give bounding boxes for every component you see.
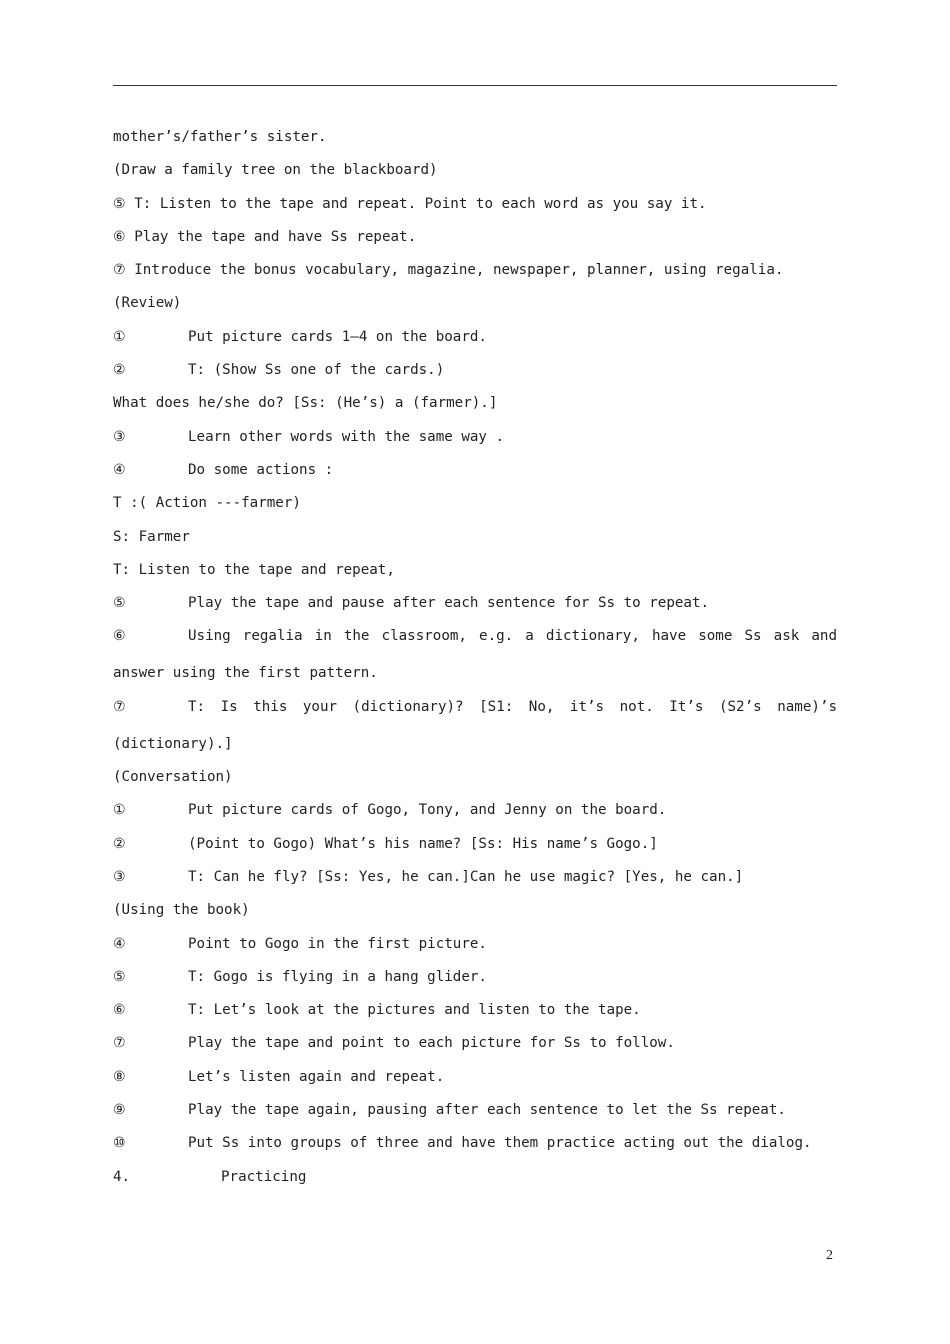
document-body xyxy=(113,125,837,1198)
item-number: ⑥ xyxy=(113,628,126,645)
item-text: Learn other words with the same way . xyxy=(188,428,505,445)
text-line: (Draw a family tree on the blackboard) xyxy=(113,162,438,179)
item-number: ① xyxy=(113,328,126,345)
item-text: Put Ss into groups of three and have them practice acting out the dialog. xyxy=(188,1135,812,1152)
item-number: ③ xyxy=(113,428,126,445)
item-text: Using regalia in the classroom, e.g. a dictionary, have some Ss ask and xyxy=(188,628,837,645)
item-number: ⑦ xyxy=(113,1035,126,1052)
list-item xyxy=(113,624,837,661)
section-heading: (Using the book) xyxy=(113,902,250,919)
list-item xyxy=(113,425,837,458)
item-text: Let’s listen again and repeat. xyxy=(188,1068,445,1085)
item-number: ③ xyxy=(113,868,126,885)
list-item xyxy=(113,1131,837,1164)
item-number: ④ xyxy=(113,935,126,952)
list-item xyxy=(113,325,837,358)
item-number: ② xyxy=(113,835,126,852)
section-title xyxy=(113,1165,837,1198)
item-number: ① xyxy=(113,802,126,819)
item-number: ⑤ xyxy=(113,595,126,612)
list-item xyxy=(113,1098,837,1131)
item-number: ⑩ xyxy=(113,1135,126,1152)
item-text: T: Can he fly? [Ss: Yes, he can.]Can he use magic? [Yes, he can.] xyxy=(188,868,744,885)
item-text: T: Let’s look at the pictures and listen to the tape. xyxy=(188,1002,641,1019)
page-number: 2 xyxy=(826,1248,833,1263)
list-item xyxy=(113,458,837,491)
list-item xyxy=(113,965,837,998)
item-number: ⑦ xyxy=(113,698,126,715)
item-text: Put picture cards of Gogo, Tony, and Jenny on the board. xyxy=(188,802,667,819)
text-line: T: Listen to the tape and repeat, xyxy=(113,561,395,578)
item-text: T: Is this your (dictionary)? [S1: No, it’s not. It’s (S2’s name)’s xyxy=(188,698,837,715)
section-heading: (Review) xyxy=(113,295,182,312)
item-number: ⑨ xyxy=(113,1102,126,1119)
text-line: (dictionary).] xyxy=(113,735,233,752)
item-text: Put picture cards 1—4 on the board. xyxy=(188,328,487,345)
list-item xyxy=(113,695,837,732)
item-text: T: Gogo is flying in a hang glider. xyxy=(188,968,487,985)
item-text: Play the tape and point to each picture for Ss to follow. xyxy=(188,1035,675,1052)
list-item xyxy=(113,1031,837,1064)
item-number: ⑥ xyxy=(113,1002,126,1019)
item-number: ⑤ xyxy=(113,968,126,985)
item-number: ⑧ xyxy=(113,1068,126,1085)
header-rule xyxy=(113,85,837,86)
section-heading: (Conversation) xyxy=(113,769,233,786)
item-number: ② xyxy=(113,362,126,379)
item-text: (Point to Gogo) What’s his name? [Ss: His name’s Gogo.] xyxy=(188,835,658,852)
list-item xyxy=(113,832,837,865)
item-text: Do some actions : xyxy=(188,461,334,478)
list-item xyxy=(113,591,837,624)
item-number: ④ xyxy=(113,461,126,478)
item-text: Point to Gogo in the first picture. xyxy=(188,935,487,952)
text-line: ⑦ Introduce the bonus vocabulary, magazine, newspaper, planner, using regalia. xyxy=(113,262,784,279)
section-label: Practicing xyxy=(221,1168,307,1185)
item-text: T: (Show Ss one of the cards.) xyxy=(188,362,445,379)
list-item xyxy=(113,358,837,391)
text-line: answer using the first pattern. xyxy=(113,665,378,682)
item-text: Play the tape and pause after each sentence for Ss to repeat. xyxy=(188,595,710,612)
text-line: S: Farmer xyxy=(113,528,190,545)
section-number: 4. xyxy=(113,1168,131,1185)
list-item xyxy=(113,998,837,1031)
list-item xyxy=(113,865,837,898)
list-item xyxy=(113,1065,837,1098)
item-text: Play the tape again, pausing after each sentence to let the Ss repeat. xyxy=(188,1102,786,1119)
list-item xyxy=(113,798,837,831)
text-line: ⑥ Play the tape and have Ss repeat. xyxy=(113,228,417,245)
text-line: ⑤ T: Listen to the tape and repeat. Point to each word as you say it. xyxy=(113,195,707,212)
text-line: T :( Action ---farmer) xyxy=(113,495,301,512)
text-line: mother’s/father’s sister. xyxy=(113,129,327,145)
list-item xyxy=(113,932,837,965)
text-line: What does he/she do? [Ss: (He’s) a (farmer).] xyxy=(113,395,498,412)
